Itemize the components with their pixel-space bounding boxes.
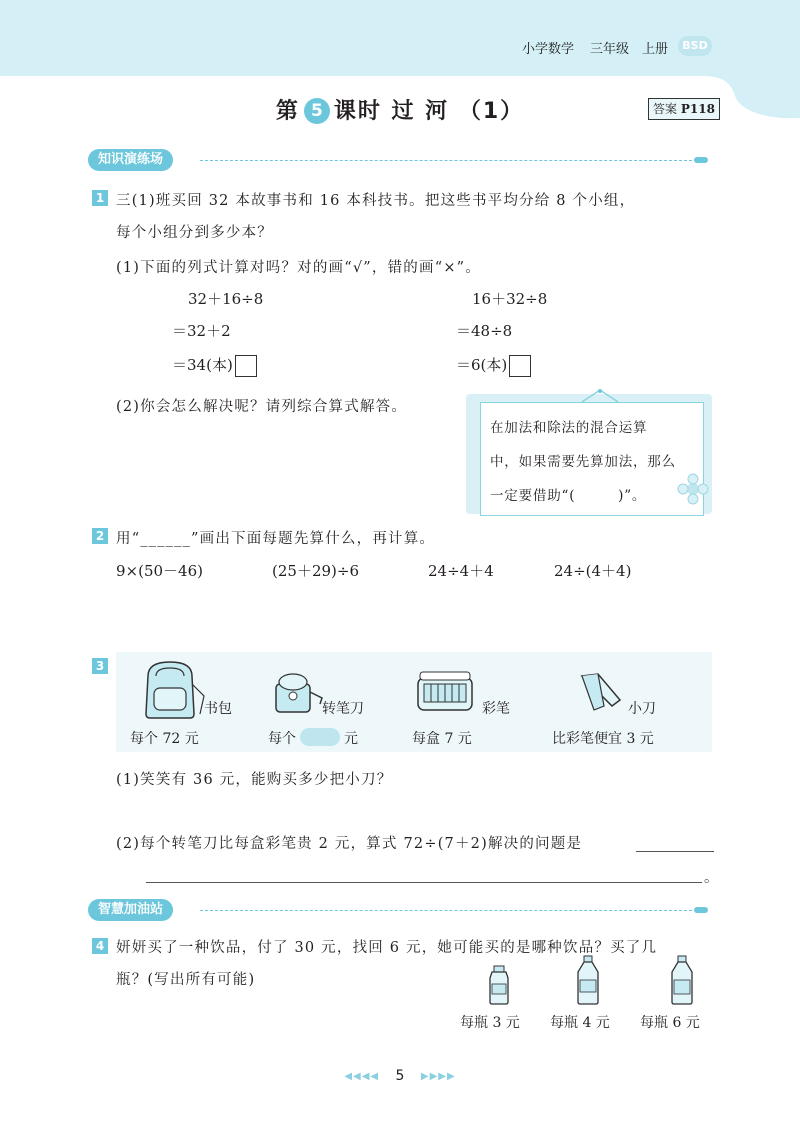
q3-end-mark: 。 bbox=[704, 870, 720, 886]
left-calc-line3 bbox=[172, 354, 257, 377]
left-calc-line2: ＝32＋2 bbox=[172, 322, 231, 340]
flower-decoration-icon bbox=[676, 472, 710, 506]
header-subject: 小学数学 bbox=[522, 42, 575, 57]
right-calc-line2: ＝48÷8 bbox=[456, 322, 513, 340]
tip-line1: 在加法和除法的混合运算 bbox=[490, 420, 648, 436]
q2-text: 用“______”画出下面每题先算什么，再计算。 bbox=[116, 531, 436, 547]
item-price-sharpener bbox=[268, 728, 358, 748]
q2-expression-2: (25＋29)÷6 bbox=[272, 562, 359, 580]
knife-icon bbox=[576, 670, 626, 714]
pencil-tip-icon bbox=[694, 157, 708, 163]
large-bottle-icon bbox=[666, 954, 698, 1006]
left-calc-line1: 32＋16÷8 bbox=[188, 290, 264, 308]
item-price-color-pens: 每盒 7 元 bbox=[412, 731, 472, 747]
q2-expression-4: 24÷(4＋4) bbox=[554, 562, 632, 580]
question-number: 2 bbox=[92, 528, 108, 544]
medium-bottle-icon bbox=[572, 954, 604, 1006]
drink-price-2: 每瓶 4 元 bbox=[550, 1015, 610, 1031]
q1-text-line2: 每个小组分到多少本？ bbox=[116, 225, 273, 241]
section-challenge-title: 智慧加油站 bbox=[88, 899, 173, 921]
judge-box-left[interactable] bbox=[235, 355, 257, 377]
page-number: 5 bbox=[395, 1068, 405, 1084]
section-practice-title: 知识演练场 bbox=[88, 149, 173, 171]
title-prefix: 第 bbox=[275, 99, 300, 124]
q3-part1: (1)笑笑有 36 元，能购买多少把小刀？ bbox=[116, 772, 393, 788]
item-name-knife: 小刀 bbox=[628, 701, 656, 717]
section-divider bbox=[200, 910, 692, 911]
small-bottle-icon bbox=[484, 964, 514, 1006]
tip-line3: 一定要借助“( )”。 bbox=[490, 488, 647, 504]
answer-label: 答案 bbox=[653, 102, 678, 116]
drink-price-1: 每瓶 3 元 bbox=[460, 1015, 520, 1031]
right-calc-line1: 16＋32÷8 bbox=[472, 290, 548, 308]
item-price-backpack: 每个 72 元 bbox=[130, 731, 199, 747]
left-arrows-icon: ◀◀◀◀ bbox=[344, 1071, 380, 1082]
right-arrows-icon: ▶▶▶▶ bbox=[420, 1071, 456, 1082]
section-divider bbox=[200, 160, 692, 161]
pencil-tip-icon bbox=[694, 907, 708, 913]
left-calc-result: ＝34(本) bbox=[172, 356, 233, 374]
tip-line2: 中，如果需要先算加法，那么 bbox=[490, 454, 676, 470]
question-number: 1 bbox=[92, 190, 108, 206]
question-number: 3 bbox=[92, 658, 108, 674]
page-footer bbox=[0, 1068, 800, 1084]
price-blot-icon bbox=[300, 728, 340, 746]
q2-expression-1: 9×(50－46) bbox=[116, 562, 203, 580]
answer-page: P118 bbox=[680, 102, 715, 116]
answer-reference bbox=[648, 98, 720, 120]
edition-badge: BSD bbox=[678, 36, 712, 56]
header-grade: 三年级 bbox=[590, 42, 630, 57]
sharpener-price-prefix: 每个 bbox=[268, 731, 296, 747]
answer-line[interactable] bbox=[636, 851, 714, 852]
item-name-sharpener: 转笔刀 bbox=[322, 701, 364, 717]
question-number: 4 bbox=[92, 938, 108, 954]
color-pens-icon bbox=[414, 668, 476, 716]
right-calc-result: ＝6(本) bbox=[456, 356, 508, 374]
title-suffix: 课时 过 河 （1） bbox=[333, 99, 525, 124]
right-calc-line3 bbox=[456, 354, 531, 377]
q4-text-line2: 瓶？(写出所有可能) bbox=[116, 972, 256, 988]
header-volume: 上册 bbox=[642, 42, 669, 57]
answer-line[interactable] bbox=[146, 882, 702, 883]
q1-text-line1: 三(1)班买回 32 本故事书和 16 本科技书。把这些书平均分给 8 个小组， bbox=[116, 193, 636, 209]
judge-box-right[interactable] bbox=[509, 355, 531, 377]
drink-price-3: 每瓶 6 元 bbox=[640, 1015, 700, 1031]
backpack-icon bbox=[134, 656, 206, 720]
item-price-knife: 比彩笔便宜 3 元 bbox=[552, 731, 654, 747]
q2-expression-3: 24÷4＋4 bbox=[428, 562, 494, 580]
sharpener-price-suffix: 元 bbox=[344, 731, 358, 747]
q1-part2: (2)你会怎么解决呢？请列综合算式解答。 bbox=[116, 399, 408, 415]
pencil-sharpener-icon bbox=[270, 666, 326, 716]
item-name-backpack: 书包 bbox=[204, 701, 232, 717]
lesson-number-badge: 5 bbox=[304, 98, 330, 124]
q4-text-line1: 妍妍买了一种饮品，付了 30 元，找回 6 元，她可能买的是哪种饮品？买了几 bbox=[116, 940, 658, 956]
q3-part2: (2)每个转笔刀比每盒彩笔贵 2 元，算式 72÷(7＋2)解决的问题是 bbox=[116, 836, 583, 852]
item-name-color-pens: 彩笔 bbox=[482, 701, 510, 717]
q1-part1: (1)下面的列式计算对吗？对的画“√”，错的画“×”。 bbox=[116, 260, 481, 276]
